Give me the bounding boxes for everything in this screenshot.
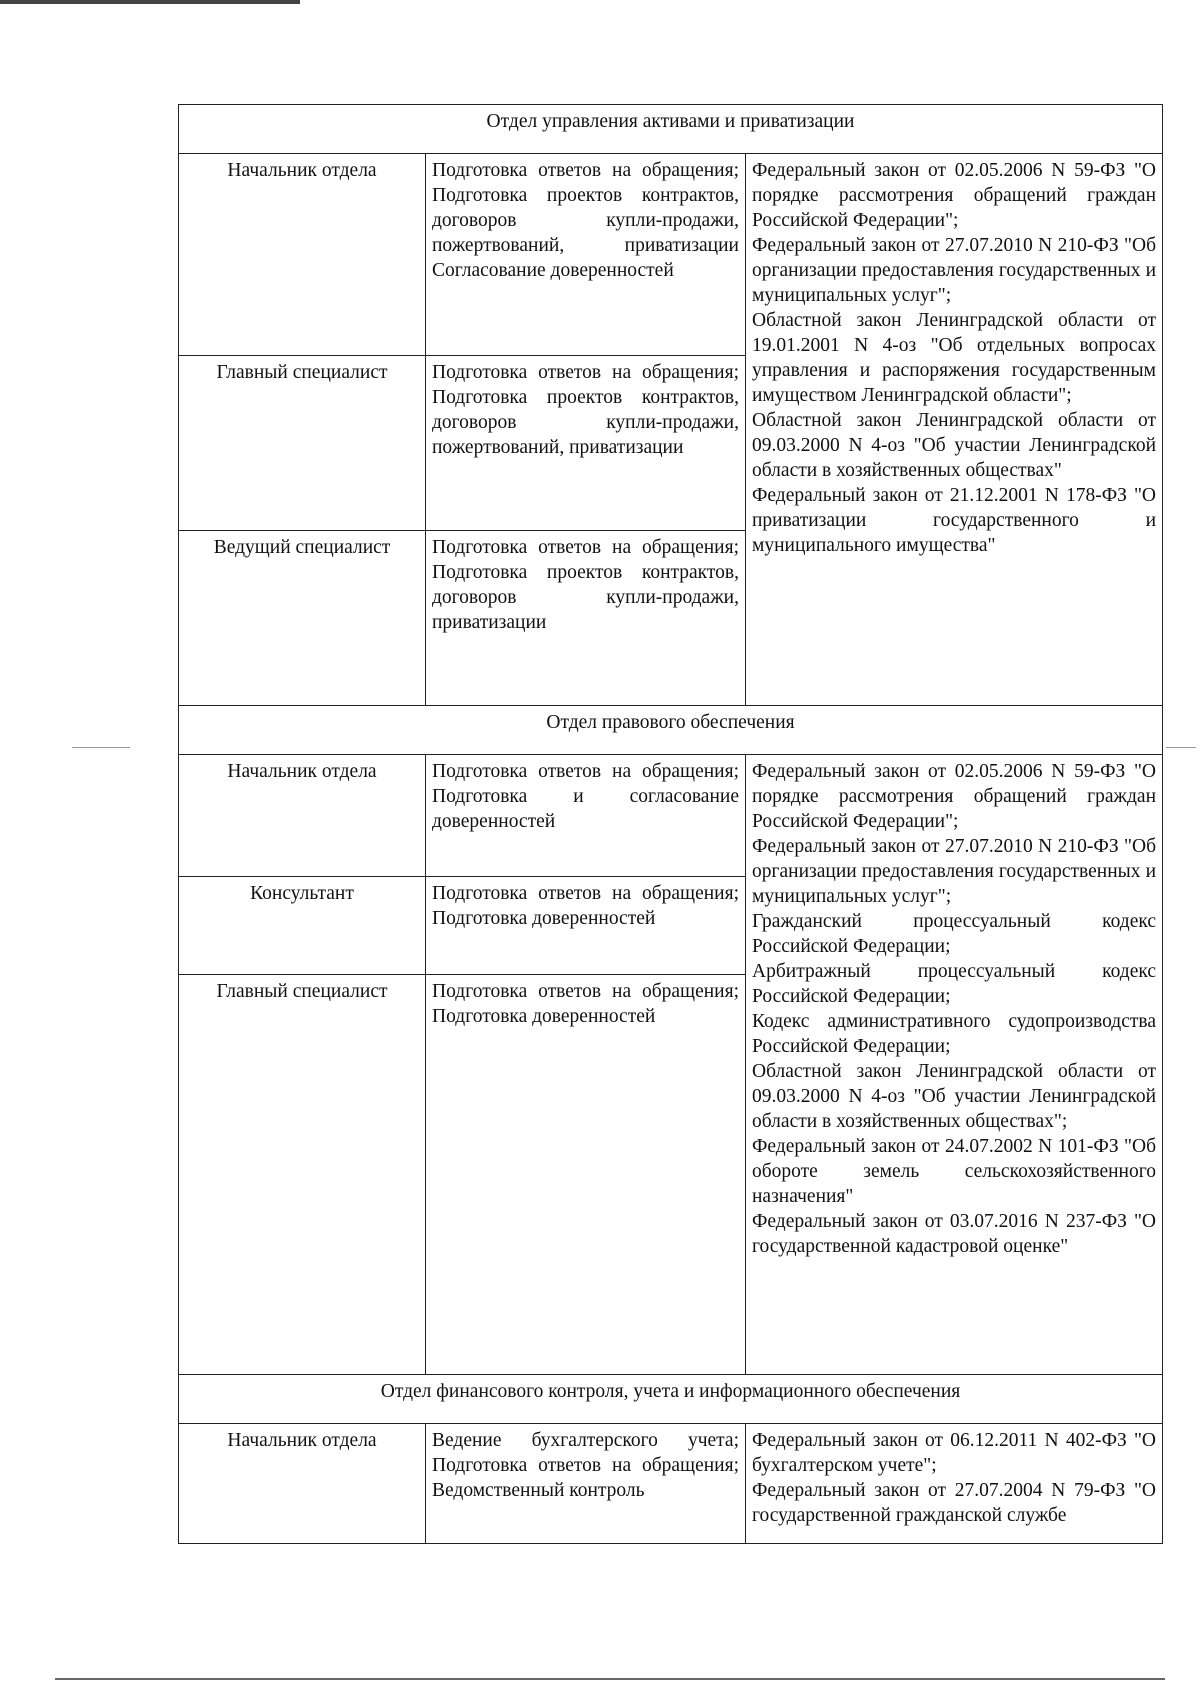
laws-cell bbox=[746, 154, 1163, 706]
law-item: Федеральный закон от 27.07.2004 N 79-ФЗ "О государственной гражданской службе bbox=[752, 1480, 1157, 1526]
tasks-cell: Подготовка ответов на обращения; Подготовка и согласование доверенностей bbox=[426, 755, 746, 877]
section-title: Отдел управления активами и приватизации bbox=[179, 105, 1163, 154]
law-item: Федеральный закон от 27.07.2010 N 210-ФЗ "Об организации предоставления государственных и муниципальных услуг"; bbox=[752, 836, 1157, 907]
tasks-cell: Подготовка ответов на обращения; Подготовка проектов контрактов, договоров купли-продажи, пожертвований, приватизации bbox=[426, 356, 746, 531]
law-item: Федеральный закон от 02.05.2006 N 59-ФЗ "О порядке рассмотрения обращений граждан Российской Федерации"; bbox=[752, 761, 1157, 832]
table-row bbox=[179, 154, 1163, 356]
tasks-cell: Подготовка ответов на обращения; Подготовка проектов контрактов, договоров купли-продажи, пожертвований, приватизации Согласование доверенностей bbox=[426, 154, 746, 356]
position-cell: Начальник отдела bbox=[179, 755, 426, 877]
law-item: Федеральный закон от 24.07.2002 N 101-ФЗ "Об обороте земель сельскохозяйственного назначения" bbox=[752, 1136, 1157, 1207]
table-row bbox=[179, 755, 1163, 877]
tasks-cell: Ведение бухгалтерского учета; Подготовка ответов на обращения; Ведомственный контроль bbox=[426, 1424, 746, 1544]
law-item: Областной закон Ленинградской области от 09.03.2000 N 4-оз "Об участии Ленинградской области в хозяйственных обществах" bbox=[752, 410, 1157, 481]
law-item: Федеральный закон от 03.07.2016 N 237-ФЗ "О государственной кадастровой оценке" bbox=[752, 1211, 1157, 1257]
position-cell: Главный специалист bbox=[179, 356, 426, 531]
section-title: Отдел правового обеспечения bbox=[179, 706, 1163, 755]
tasks-cell: Подготовка ответов на обращения; Подготовка доверенностей bbox=[426, 975, 746, 1375]
scan-artifact-bottom bbox=[55, 1678, 1165, 1680]
law-item: Гражданский процессуальный кодекс Российской Федерации; bbox=[752, 911, 1157, 957]
section-title: Отдел финансового контроля, учета и информационного обеспечения bbox=[179, 1375, 1163, 1424]
law-item: Областной закон Ленинградской области от 19.01.2001 N 4-оз "Об отдельных вопросах управления и распоряжения государственным имуществом Ленинградской области"; bbox=[752, 310, 1157, 406]
law-item: Арбитражный процессуальный кодекс Российской Федерации; bbox=[752, 961, 1157, 1007]
laws-cell bbox=[746, 755, 1163, 1375]
law-item: Федеральный закон от 27.07.2010 N 210-ФЗ "Об организации предоставления государственных и муниципальных услуг"; bbox=[752, 235, 1157, 306]
table-row bbox=[179, 1424, 1163, 1544]
scan-artifact-right bbox=[1166, 747, 1196, 748]
position-cell: Консультант bbox=[179, 877, 426, 975]
position-cell: Начальник отдела bbox=[179, 154, 426, 356]
law-item: Федеральный закон от 21.12.2001 N 178-ФЗ "О приватизации государственного и муниципального имущества" bbox=[752, 485, 1157, 556]
section-header-row bbox=[179, 1375, 1163, 1424]
law-item: Федеральный закон от 06.12.2011 N 402-ФЗ "О бухгалтерском учете"; bbox=[752, 1430, 1157, 1476]
law-item: Кодекс административного судопроизводства Российской Федерации; bbox=[752, 1011, 1157, 1057]
scan-artifact-left bbox=[72, 747, 130, 748]
section-header-row bbox=[179, 706, 1163, 755]
tasks-cell: Подготовка ответов на обращения; Подготовка проектов контрактов, договоров купли-продажи, приватизации bbox=[426, 531, 746, 706]
tasks-cell: Подготовка ответов на обращения; Подготовка доверенностей bbox=[426, 877, 746, 975]
law-item: Федеральный закон от 02.05.2006 N 59-ФЗ "О порядке рассмотрения обращений граждан Российской Федерации"; bbox=[752, 160, 1157, 231]
position-cell: Главный специалист bbox=[179, 975, 426, 1375]
laws-cell bbox=[746, 1424, 1163, 1544]
scan-artifact-top bbox=[0, 0, 300, 4]
law-item: Областной закон Ленинградской области от 09.03.2000 N 4-оз "Об участии Ленинградской области в хозяйственных обществах"; bbox=[752, 1061, 1157, 1132]
responsibilities-table bbox=[178, 104, 1163, 1544]
position-cell: Ведущий специалист bbox=[179, 531, 426, 706]
position-cell: Начальник отдела bbox=[179, 1424, 426, 1544]
section-header-row bbox=[179, 105, 1163, 154]
